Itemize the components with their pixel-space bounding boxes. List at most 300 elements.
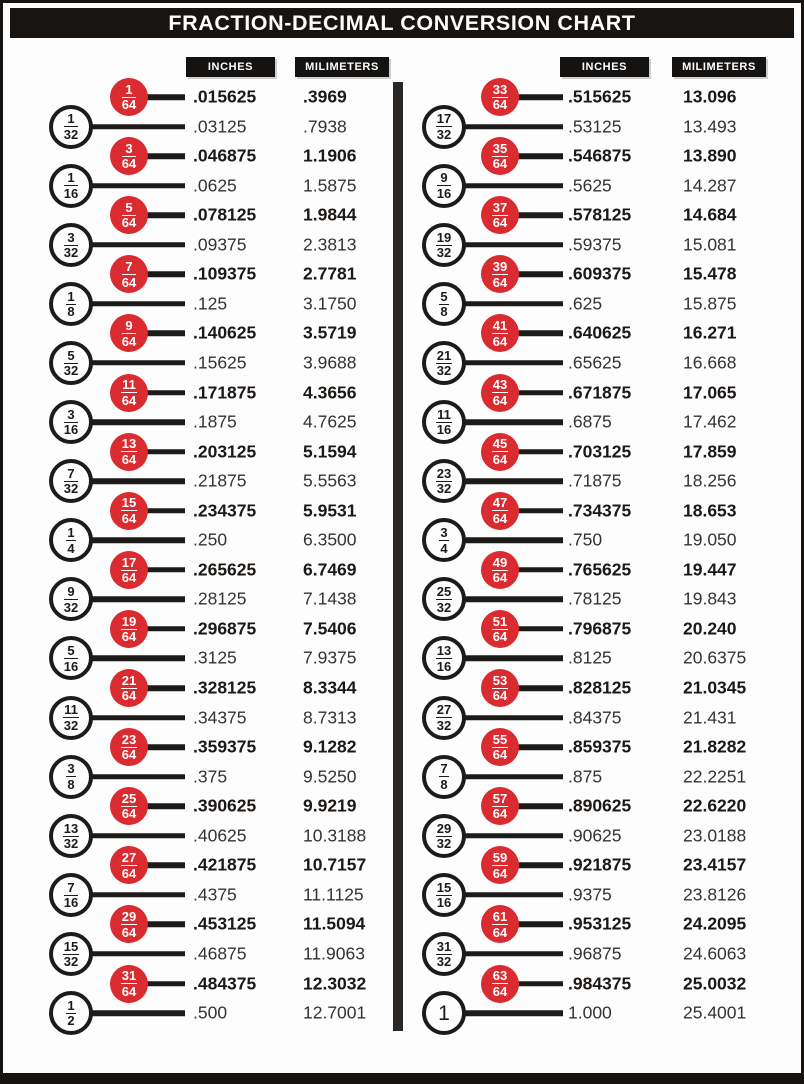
inches-value: .28125	[193, 588, 247, 609]
inches-value: .984375	[568, 973, 632, 993]
fraction-label: $\frac{3}{64}$	[121, 140, 137, 172]
inches-value: .015625	[193, 86, 257, 107]
fraction-badge	[110, 965, 148, 1003]
millimeters-value: 13.890	[683, 145, 737, 166]
table-row	[405, 850, 800, 880]
inches-value: .578125	[568, 204, 632, 225]
inches-value: .828125	[568, 677, 632, 698]
fraction-label: $\frac{5}{8}$	[440, 288, 448, 320]
fraction-label: $\frac{7}{16}$	[63, 879, 79, 911]
inches-value: .546875	[568, 145, 632, 166]
fraction-badge	[49, 755, 93, 799]
millimeters-value: 19.843	[683, 588, 737, 609]
table-row	[10, 880, 405, 910]
fraction-badge	[49, 341, 93, 385]
millimeters-value: 3.9688	[303, 352, 357, 373]
table-row	[405, 318, 800, 348]
millimeters-value: 6.7469	[303, 559, 357, 580]
table-row	[10, 998, 405, 1028]
inches-value: .65625	[568, 352, 622, 373]
inches-value: .4375	[193, 884, 237, 905]
table-row	[10, 643, 405, 673]
fraction-badge	[422, 755, 466, 799]
inches-value: .96875	[568, 943, 622, 964]
fraction-label: $\frac{51}{64}$	[492, 613, 508, 645]
fraction-badge	[49, 932, 93, 976]
fraction-label: $\frac{1}{4}$	[67, 525, 75, 556]
inches-value: .78125	[568, 588, 622, 609]
millimeters-value: 3.5719	[303, 322, 357, 343]
fraction-badge	[481, 492, 519, 530]
fraction-badge	[49, 223, 93, 267]
fraction-badge	[422, 282, 466, 326]
fraction-label: $\frac{5}{16}$	[63, 643, 79, 674]
inches-value: .40625	[193, 825, 247, 846]
table-row	[405, 348, 800, 378]
inches-value: .078125	[193, 204, 257, 225]
fraction-badge	[481, 846, 519, 884]
millimeters-value: .7938	[303, 116, 347, 137]
millimeters-value: 10.3188	[303, 825, 367, 846]
inches-value: .375	[193, 766, 228, 787]
inches-value: .500	[193, 1002, 228, 1023]
fraction-badge	[110, 374, 148, 412]
fraction-badge	[110, 551, 148, 589]
fraction-label: $\frac{61}{64}$	[492, 909, 508, 940]
fraction-badge	[422, 577, 466, 621]
fraction-badge	[110, 669, 148, 707]
fraction-label: $\frac{37}{64}$	[492, 199, 508, 231]
fraction-badge	[110, 728, 148, 766]
fraction-badge	[110, 196, 148, 234]
millimeters-value: 4.7625	[303, 411, 357, 432]
fraction-badge	[422, 814, 466, 858]
inches-value: .6875	[568, 411, 612, 432]
fraction-badge	[481, 787, 519, 825]
table-row	[10, 584, 405, 614]
fraction-badge	[481, 905, 519, 943]
fraction-label: $\frac{31}{32}$	[436, 938, 452, 970]
table-row	[10, 348, 405, 378]
millimeters-value: 8.7313	[303, 707, 357, 728]
millimeters-value: 12.7001	[303, 1002, 367, 1023]
fraction-badge	[49, 459, 93, 503]
table-row	[405, 466, 800, 496]
fraction-label: $\frac{13}{64}$	[121, 436, 137, 467]
fraction-label: $\frac{13}{16}$	[436, 643, 452, 674]
millimeters-value: 5.1594	[303, 441, 357, 462]
millimeters-value: 7.9375	[303, 647, 357, 668]
fraction-badge	[481, 433, 519, 471]
fraction-badge	[49, 873, 93, 917]
fraction-badge	[49, 696, 93, 740]
inches-column-header: INCHES	[560, 57, 649, 77]
table-row	[405, 437, 800, 467]
inches-value: .765625	[568, 559, 632, 580]
inches-value: .859375	[568, 736, 632, 757]
millimeters-value: 6.3500	[303, 529, 357, 550]
fraction-label: $\frac{17}{64}$	[121, 554, 137, 586]
fraction-badge	[422, 164, 466, 208]
left-column	[10, 50, 405, 1045]
fraction-label: $\frac{7}{64}$	[121, 259, 137, 290]
fraction-label: $\frac{25}{64}$	[121, 790, 137, 822]
table-row	[405, 141, 800, 171]
fraction-label: $\frac{23}{32}$	[436, 465, 452, 497]
millimeters-value: .3969	[303, 86, 347, 107]
millimeters-value: 16.668	[683, 352, 737, 373]
fraction-badge	[422, 223, 466, 267]
fraction-label: $\frac{5}{32}$	[63, 347, 79, 379]
fraction-label: $\frac{39}{64}$	[492, 259, 508, 290]
table-row	[10, 112, 405, 142]
millimeters-value: 19.050	[683, 529, 737, 550]
fraction-badge	[110, 137, 148, 175]
inches-value: .140625	[193, 322, 257, 343]
fraction-badge	[110, 905, 148, 943]
millimeters-value: 11.5094	[303, 913, 366, 934]
inches-value: .46875	[193, 943, 247, 964]
fraction-label: $\frac{3}{4}$	[440, 525, 448, 556]
millimeters-value: 14.287	[683, 175, 737, 196]
fraction-label: $\frac{15}{64}$	[121, 495, 137, 526]
millimeters-value: 15.081	[683, 234, 737, 255]
fraction-badge	[49, 991, 93, 1035]
fraction-label: $\frac{1}{8}$	[67, 288, 75, 320]
fraction-badge	[49, 814, 93, 858]
table-row	[405, 378, 800, 408]
inches-value: .09375	[193, 234, 247, 255]
fraction-badge	[49, 577, 93, 621]
table-row	[405, 614, 800, 644]
inches-value: .9375	[568, 884, 612, 905]
millimeters-value: 23.4157	[683, 854, 747, 875]
fraction-label: $\frac{59}{64}$	[492, 850, 508, 881]
table-row	[405, 584, 800, 614]
inches-value: .5625	[568, 175, 612, 196]
fraction-badge	[481, 314, 519, 352]
inches-value: .921875	[568, 854, 632, 875]
inches-value: .125	[193, 293, 228, 314]
inches-value: .53125	[568, 116, 622, 137]
fraction-badge	[110, 78, 148, 116]
millimeters-value: 15.478	[683, 263, 737, 284]
inches-value: .296875	[193, 618, 257, 639]
fraction-badge	[481, 965, 519, 1003]
fraction-label: $\frac{9}{32}$	[63, 584, 79, 615]
page-title: FRACTION-DECIMAL CONVERSION CHART	[168, 10, 636, 35]
table-row	[10, 289, 405, 319]
fraction-label: $\frac{11}{64}$	[121, 377, 137, 408]
fraction-label: $\frac{41}{64}$	[492, 318, 508, 349]
fraction-badge	[110, 610, 148, 648]
inches-column-header: INCHES	[186, 57, 275, 77]
millimeters-value: 14.684	[683, 204, 737, 225]
fraction-label: $\frac{43}{64}$	[492, 377, 508, 408]
millimeters-value: 23.8126	[683, 884, 747, 905]
millimeters-value: 22.6220	[683, 795, 747, 816]
millimeters-value: 16.271	[683, 322, 737, 343]
fraction-label: $\frac{17}{32}$	[436, 111, 452, 142]
millimeters-value: 25.4001	[683, 1002, 747, 1023]
inches-value: .171875	[193, 382, 257, 402]
inches-value: .875	[568, 766, 603, 787]
fraction-label: $\frac{1}{64}$	[121, 81, 137, 113]
millimeters-value: 7.1438	[303, 588, 357, 609]
millimeters-column-header: MILIMETERS	[295, 57, 389, 77]
fraction-badge	[422, 636, 466, 680]
millimeters-value: 1.1906	[303, 145, 357, 166]
millimeters-value: 10.7157	[303, 854, 367, 875]
fraction-label: $\frac{1}{32}$	[63, 111, 79, 142]
table-row	[405, 555, 800, 585]
fraction-badge	[110, 314, 148, 352]
inches-value: .515625	[568, 86, 632, 107]
millimeters-value: 9.1282	[303, 736, 357, 757]
column-divider	[393, 82, 403, 1031]
fraction-label: $\frac{3}{8}$	[67, 761, 75, 792]
millimeters-value: 25.0032	[683, 973, 747, 993]
inches-value: .59375	[568, 234, 622, 255]
table-row	[405, 112, 800, 142]
fraction-badge	[422, 873, 466, 917]
table-row	[10, 703, 405, 733]
millimeters-value: 13.493	[683, 116, 737, 137]
fraction-label: $\frac{25}{32}$	[436, 584, 452, 615]
fraction-label: $\frac{23}{64}$	[121, 731, 137, 763]
millimeters-value: 11.1125	[303, 884, 364, 905]
fraction-label: $\frac{55}{64}$	[492, 731, 508, 763]
millimeters-value: 11.9063	[303, 943, 365, 964]
millimeters-value: 24.2095	[683, 913, 747, 934]
millimeters-value: 1.5875	[303, 175, 357, 196]
table-row	[405, 969, 800, 999]
table-row	[405, 289, 800, 319]
millimeters-value: 4.3656	[303, 382, 357, 402]
fraction-label: $\frac{21}{64}$	[121, 672, 137, 704]
table-row	[10, 171, 405, 201]
table-row	[405, 407, 800, 437]
millimeters-value: 15.875	[683, 293, 737, 314]
millimeters-value: 18.256	[683, 470, 737, 491]
millimeters-value: 17.065	[683, 382, 737, 402]
inches-value: .421875	[193, 854, 257, 875]
fraction-label: $\frac{3}{32}$	[63, 229, 79, 260]
inches-value: .453125	[193, 913, 257, 934]
fraction-label: $\frac{1}{2}$	[67, 997, 75, 1029]
fraction-badge	[49, 636, 93, 680]
fraction-badge	[110, 846, 148, 884]
inches-value: .15625	[193, 352, 247, 373]
fraction-badge	[110, 433, 148, 471]
fraction-label: $\frac{11}{16}$	[436, 406, 452, 438]
fraction-badge	[49, 282, 93, 326]
table-row	[405, 909, 800, 939]
fraction-label: $\frac{53}{64}$	[492, 672, 508, 704]
fraction-badge	[422, 696, 466, 740]
inches-value: .234375	[193, 500, 257, 521]
inches-value: .046875	[193, 145, 257, 166]
millimeters-value: 2.3813	[303, 234, 357, 255]
millimeters-value: 8.3344	[303, 677, 357, 698]
table-row	[10, 939, 405, 969]
inches-value: .203125	[193, 441, 257, 462]
fraction-label: $\frac{15}{16}$	[436, 879, 452, 911]
fraction-label: $\frac{13}{32}$	[63, 820, 79, 851]
millimeters-value: 21.8282	[683, 736, 747, 757]
inches-value: 1.000	[568, 1002, 612, 1023]
table-row	[405, 643, 800, 673]
millimeters-value: 2.7781	[303, 263, 357, 284]
fraction-label: $\frac{7}{32}$	[63, 465, 79, 497]
millimeters-value: 23.0188	[683, 825, 747, 846]
inches-value: .671875	[568, 382, 632, 402]
inches-value: .90625	[568, 825, 622, 846]
fraction-label: $\frac{45}{64}$	[492, 436, 508, 467]
fraction-badge	[481, 551, 519, 589]
inches-value: .750	[568, 529, 603, 550]
millimeters-value: 21.431	[683, 707, 737, 728]
table-row	[10, 407, 405, 437]
fraction-badge	[110, 787, 148, 825]
table-row	[405, 939, 800, 969]
table-row	[405, 259, 800, 289]
table-row	[405, 703, 800, 733]
table-row	[405, 200, 800, 230]
table-row	[405, 496, 800, 526]
inches-value: .71875	[568, 470, 622, 491]
table-row	[405, 998, 800, 1028]
fraction-label: $\frac{29}{32}$	[436, 820, 452, 851]
inches-value: .953125	[568, 913, 632, 934]
fraction-label: $\frac{47}{64}$	[492, 495, 508, 526]
millimeters-column-header: MILIMETERS	[672, 57, 766, 77]
millimeters-value: 18.653	[683, 500, 737, 521]
fraction-badge	[49, 105, 93, 149]
table-row	[405, 791, 800, 821]
table-row	[10, 525, 405, 555]
fraction-label: $\frac{5}{64}$	[121, 199, 137, 231]
fraction-label: $\frac{3}{16}$	[63, 406, 79, 438]
millimeters-value: 12.3032	[303, 973, 367, 993]
fraction-badge	[481, 728, 519, 766]
right-column	[405, 50, 800, 1045]
inches-value: .109375	[193, 263, 257, 284]
inches-value: .390625	[193, 795, 257, 816]
fraction-label: $\frac{9}{16}$	[436, 170, 452, 201]
inches-value: .34375	[193, 707, 247, 728]
table-row	[10, 230, 405, 260]
inches-value: .1875	[193, 411, 237, 432]
fraction-label: $\frac{57}{64}$	[492, 790, 508, 822]
table-row	[405, 171, 800, 201]
inches-value: .890625	[568, 795, 632, 816]
inches-value: .3125	[193, 647, 237, 668]
inches-value: .625	[568, 293, 603, 314]
millimeters-value: 3.1750	[303, 293, 357, 314]
fraction-badge	[422, 341, 466, 385]
inches-value: .484375	[193, 973, 257, 993]
fraction-badge	[481, 669, 519, 707]
fraction-badge	[481, 78, 519, 116]
inches-value: .703125	[568, 441, 632, 462]
table-row	[10, 762, 405, 792]
fraction-badge	[481, 255, 519, 293]
table-row	[405, 732, 800, 762]
fraction-badge	[49, 164, 93, 208]
inches-value: .8125	[568, 647, 612, 668]
inches-value: .734375	[568, 500, 632, 521]
table-row	[405, 762, 800, 792]
millimeters-value: 19.447	[683, 559, 737, 580]
millimeters-value: 9.5250	[303, 766, 357, 787]
millimeters-value: 1.9844	[303, 204, 357, 225]
table-row	[405, 821, 800, 851]
fraction-badge	[422, 932, 466, 976]
millimeters-value: 17.462	[683, 411, 737, 432]
millimeters-value: 20.6375	[683, 647, 747, 668]
inches-value: .250	[193, 529, 228, 550]
fraction-badge	[422, 105, 466, 149]
fraction-badge	[422, 459, 466, 503]
inches-value: .328125	[193, 677, 257, 698]
millimeters-value: 22.2251	[683, 766, 747, 787]
millimeters-value: 7.5406	[303, 618, 357, 639]
table-row	[405, 673, 800, 703]
millimeters-value: 21.0345	[683, 677, 747, 698]
table-row	[10, 466, 405, 496]
millimeters-value: 5.5563	[303, 470, 357, 491]
inches-value: .84375	[568, 707, 622, 728]
fraction-badge	[422, 518, 466, 562]
fraction-label: $\frac{11}{32}$	[63, 702, 79, 733]
fraction-label: $\frac{19}{64}$	[121, 613, 137, 645]
fraction-badge	[49, 518, 93, 562]
table-row	[405, 230, 800, 260]
fraction-badge	[481, 610, 519, 648]
fraction-badge	[422, 991, 466, 1035]
fraction-badge	[481, 374, 519, 412]
fraction-label: $\frac{1}{16}$	[63, 170, 79, 201]
fraction-label: $\frac{27}{64}$	[121, 850, 137, 881]
fraction-badge	[481, 137, 519, 175]
millimeters-value: 9.9219	[303, 795, 357, 816]
fraction-label: $\frac{29}{64}$	[121, 909, 137, 940]
chart-title-bar	[10, 8, 794, 38]
fraction-badge	[422, 400, 466, 444]
inches-value: .359375	[193, 736, 257, 757]
fraction-label: 1	[438, 1001, 450, 1025]
inches-value: .265625	[193, 559, 257, 580]
fraction-label: $\frac{21}{32}$	[436, 347, 452, 379]
fraction-label: $\frac{33}{64}$	[492, 81, 508, 113]
fraction-label: $\frac{9}{64}$	[121, 318, 137, 349]
millimeters-value: 24.6063	[683, 943, 747, 964]
millimeters-value: 17.859	[683, 441, 737, 462]
fraction-badge	[49, 400, 93, 444]
millimeters-value: 5.9531	[303, 500, 357, 521]
fraction-label: $\frac{15}{32}$	[63, 938, 79, 970]
inches-value: .640625	[568, 322, 632, 343]
fraction-label: $\frac{27}{32}$	[436, 702, 452, 733]
fraction-badge	[481, 196, 519, 234]
fraction-label: $\frac{49}{64}$	[492, 554, 508, 586]
inches-value: .0625	[193, 175, 237, 196]
table-row	[405, 82, 800, 112]
inches-value: .796875	[568, 618, 632, 639]
fraction-badge	[110, 492, 148, 530]
fraction-label: $\frac{19}{32}$	[436, 229, 452, 260]
